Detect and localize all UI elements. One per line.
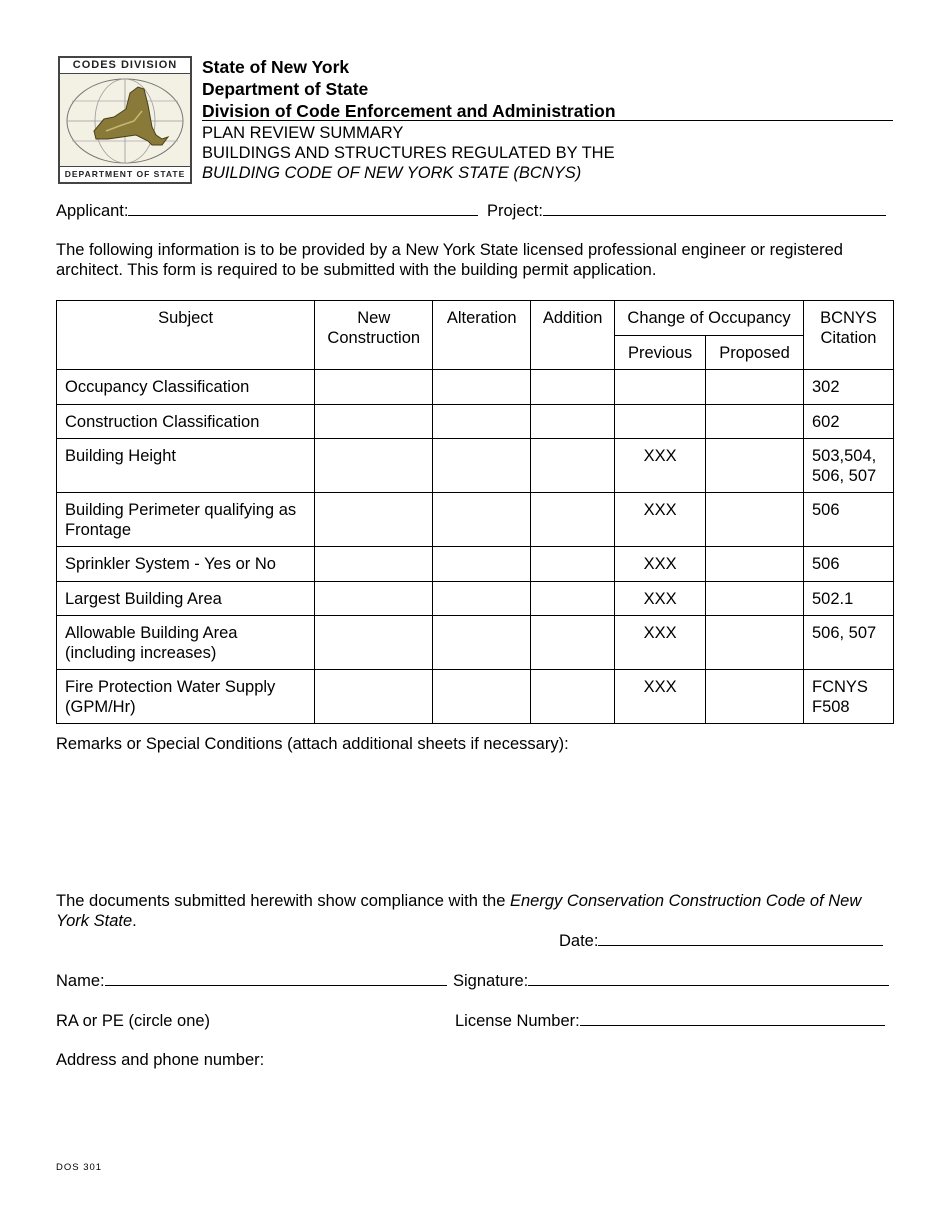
applicant-line[interactable] (128, 215, 478, 216)
form-subtitle: BUILDINGS AND STRUCTURES REGULATED BY THE (202, 144, 615, 162)
addition-cell[interactable] (531, 493, 615, 547)
remarks-area[interactable] (56, 760, 894, 880)
addition-cell[interactable] (531, 404, 615, 439)
row-subject: Building Height (57, 439, 315, 493)
row-subject: Sprinkler System - Yes or No (57, 547, 315, 582)
row-subject: Fire Protection Water Supply (GPM/Hr) (57, 670, 315, 724)
alteration-cell[interactable] (433, 439, 531, 493)
alteration-cell[interactable] (433, 581, 531, 616)
citation-cell: 506, 507 (803, 616, 893, 670)
table-row (57, 581, 894, 616)
name-field[interactable] (56, 972, 447, 991)
citation-cell: 503,504, 506, 507 (803, 439, 893, 493)
address-label: Address and phone number: (56, 1051, 265, 1069)
project-field[interactable] (487, 202, 886, 221)
addition-cell[interactable] (531, 547, 615, 582)
alteration-cell[interactable] (433, 616, 531, 670)
new-construction-cell[interactable] (315, 404, 433, 439)
addition-cell[interactable] (531, 439, 615, 493)
applicant-field[interactable] (56, 202, 478, 221)
division-name: Division of Code Enforcement and Administration (202, 101, 616, 121)
codes-division-logo (58, 56, 192, 184)
compliance-suffix: . (132, 911, 137, 930)
row-subject: Occupancy Classification (57, 370, 315, 405)
new-construction-cell[interactable] (315, 547, 433, 582)
header-citation: BCNYS Citation (803, 301, 893, 370)
citation-cell: 502.1 (803, 581, 893, 616)
proposed-cell[interactable] (706, 493, 804, 547)
proposed-cell[interactable] (706, 439, 804, 493)
date-field[interactable] (559, 932, 883, 951)
name-label: Name: (56, 972, 105, 990)
previous-cell: XXX (615, 547, 706, 582)
energy-code-name: Energy Conservation Construction Code of New York State (56, 892, 862, 930)
logo-bottom-text: DEPARTMENT OF STATE (60, 166, 190, 182)
alteration-cell[interactable] (433, 404, 531, 439)
project-line[interactable] (543, 215, 886, 216)
proposed-cell[interactable] (706, 616, 804, 670)
proposed-cell[interactable] (706, 670, 804, 724)
header-new-construction: New Construction (315, 301, 433, 370)
previous-cell: XXX (615, 439, 706, 493)
compliance-statement (56, 892, 896, 931)
proposed-cell[interactable] (706, 370, 804, 405)
name-line[interactable] (105, 985, 447, 986)
header-addition: Addition (531, 301, 615, 370)
globe-state-map-icon (64, 75, 186, 167)
table-row (57, 616, 894, 670)
logo-top-text: CODES DIVISION (60, 58, 190, 74)
proposed-cell[interactable] (706, 581, 804, 616)
license-field[interactable] (455, 1012, 885, 1031)
previous-cell: XXX (615, 670, 706, 724)
header-change-of-occupancy: Change of Occupancy (615, 301, 804, 336)
table-row (57, 493, 894, 547)
department-name: Department of State (202, 79, 369, 99)
new-construction-cell[interactable] (315, 439, 433, 493)
citation-cell: 506 (803, 547, 893, 582)
table-row (57, 547, 894, 582)
citation-cell: FCNYS F508 (803, 670, 893, 724)
license-line[interactable] (580, 1025, 885, 1026)
previous-cell: XXX (615, 616, 706, 670)
proposed-cell[interactable] (706, 404, 804, 439)
alteration-cell[interactable] (433, 547, 531, 582)
state-name: State of New York (202, 57, 350, 77)
new-construction-cell[interactable] (315, 581, 433, 616)
new-construction-cell[interactable] (315, 370, 433, 405)
addition-cell[interactable] (531, 581, 615, 616)
header-previous: Previous (615, 335, 706, 370)
table-row (57, 404, 894, 439)
addition-cell[interactable] (531, 370, 615, 405)
form-code-name: BUILDING CODE OF NEW YORK STATE (BCNYS) (202, 164, 582, 182)
previous-cell[interactable] (615, 370, 706, 405)
signature-field[interactable] (453, 972, 889, 991)
alteration-cell[interactable] (433, 493, 531, 547)
alteration-cell[interactable] (433, 670, 531, 724)
citation-cell: 302 (803, 370, 893, 405)
alteration-cell[interactable] (433, 370, 531, 405)
proposed-cell[interactable] (706, 547, 804, 582)
citation-cell: 602 (803, 404, 893, 439)
new-construction-cell[interactable] (315, 493, 433, 547)
row-subject: Construction Classification (57, 404, 315, 439)
applicant-label: Applicant: (56, 202, 129, 220)
project-label: Project: (487, 202, 543, 220)
row-subject: Largest Building Area (57, 581, 315, 616)
citation-cell: 506 (803, 493, 893, 547)
new-construction-cell[interactable] (315, 616, 433, 670)
header-proposed: Proposed (706, 335, 804, 370)
table-row (57, 439, 894, 493)
row-subject: Building Perimeter qualifying as Frontage (57, 493, 315, 547)
form-number: DOS 301 (56, 1162, 103, 1173)
remarks-label: Remarks or Special Conditions (attach additional sheets if necessary): (56, 735, 569, 753)
signature-label: Signature: (453, 972, 529, 990)
intro-paragraph: The following information is to be provided by a New York State licensed professional engineer or registered architect. This form is required to be submitted with the building permit application. (56, 241, 843, 279)
signature-line[interactable] (528, 985, 889, 986)
plan-review-table (56, 300, 894, 724)
new-construction-cell[interactable] (315, 670, 433, 724)
table-row (57, 370, 894, 405)
previous-cell: XXX (615, 493, 706, 547)
header-alteration: Alteration (433, 301, 531, 370)
compliance-prefix: The documents submitted herewith show compliance with the (56, 892, 510, 910)
row-subject: Allowable Building Area (including increases) (57, 616, 315, 670)
form-title: PLAN REVIEW SUMMARY (202, 124, 404, 142)
date-label: Date: (559, 932, 599, 950)
addition-cell[interactable] (531, 616, 615, 670)
header-subject: Subject (57, 301, 315, 370)
previous-cell: XXX (615, 581, 706, 616)
previous-cell[interactable] (615, 404, 706, 439)
header-rule (202, 120, 893, 121)
ra-pe-label[interactable]: RA or PE (circle one) (56, 1012, 211, 1030)
license-label: License Number: (455, 1012, 580, 1030)
addition-cell[interactable] (531, 670, 615, 724)
date-line[interactable] (598, 945, 883, 946)
table-row (57, 670, 894, 724)
